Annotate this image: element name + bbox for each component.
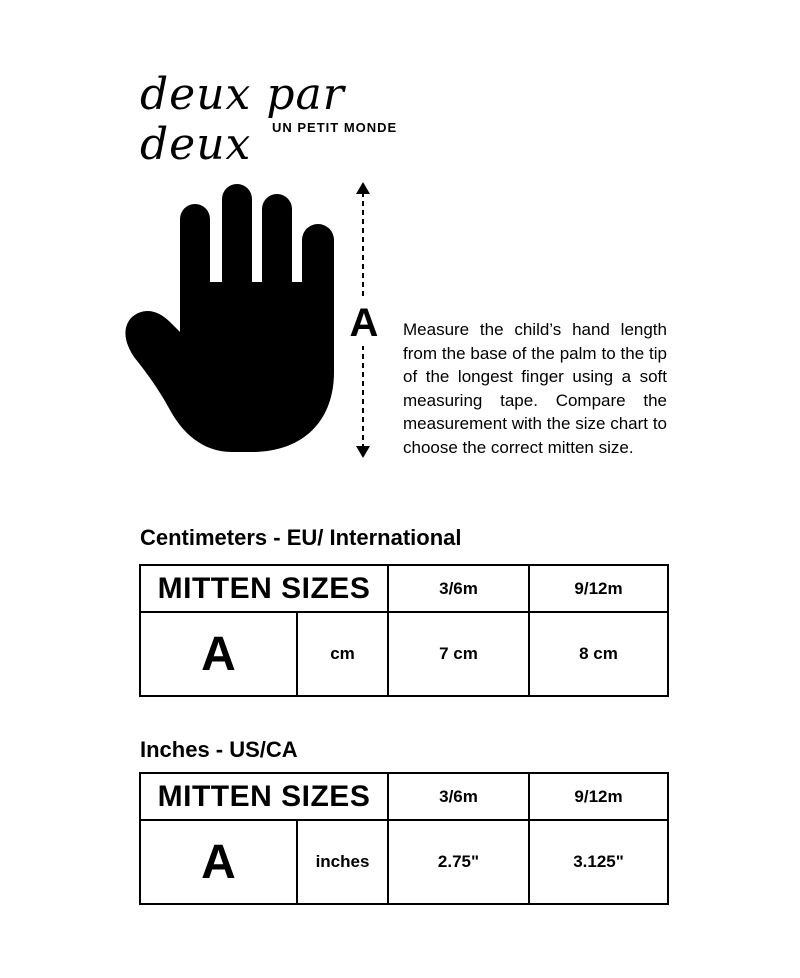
row-label: A [140,820,297,904]
brand-logo [140,70,440,170]
brand-wordmark: deux par deux [140,69,345,170]
column-header: 9/12m [529,773,668,820]
size-table-cm [139,564,669,697]
measurement-label: A [347,300,381,346]
table-cell: 8 cm [529,612,668,696]
section-heading-inches: Inches - US/CA [140,737,298,762]
row-label: A [140,612,297,696]
section-heading-cm: Centimeters - EU/ International [140,525,462,550]
column-header: 3/6m [388,773,529,820]
table-header-row [140,773,668,820]
table-cell: 3.125" [529,820,668,904]
table-title: MITTEN SIZES [140,773,388,820]
unit-cell: inches [297,820,388,904]
brand-tagline: UN PETIT MONDE [272,120,398,135]
column-header: 3/6m [388,565,529,612]
table-cell: 2.75" [388,820,529,904]
measurement-instructions: Measure the child’s hand length from the base of the palm to the tip of the longest finger using a soft measuring tape. Compare the measurement with the size chart to choose the correct mitten size. [403,320,667,457]
unit-cell: cm [297,612,388,696]
table-row [140,612,668,696]
hand-silhouette-icon [122,182,338,456]
column-header: 9/12m [529,565,668,612]
table-title: MITTEN SIZES [140,565,388,612]
table-cell: 7 cm [388,612,529,696]
size-table-inches [139,772,669,905]
table-row [140,820,668,904]
table-header-row [140,565,668,612]
